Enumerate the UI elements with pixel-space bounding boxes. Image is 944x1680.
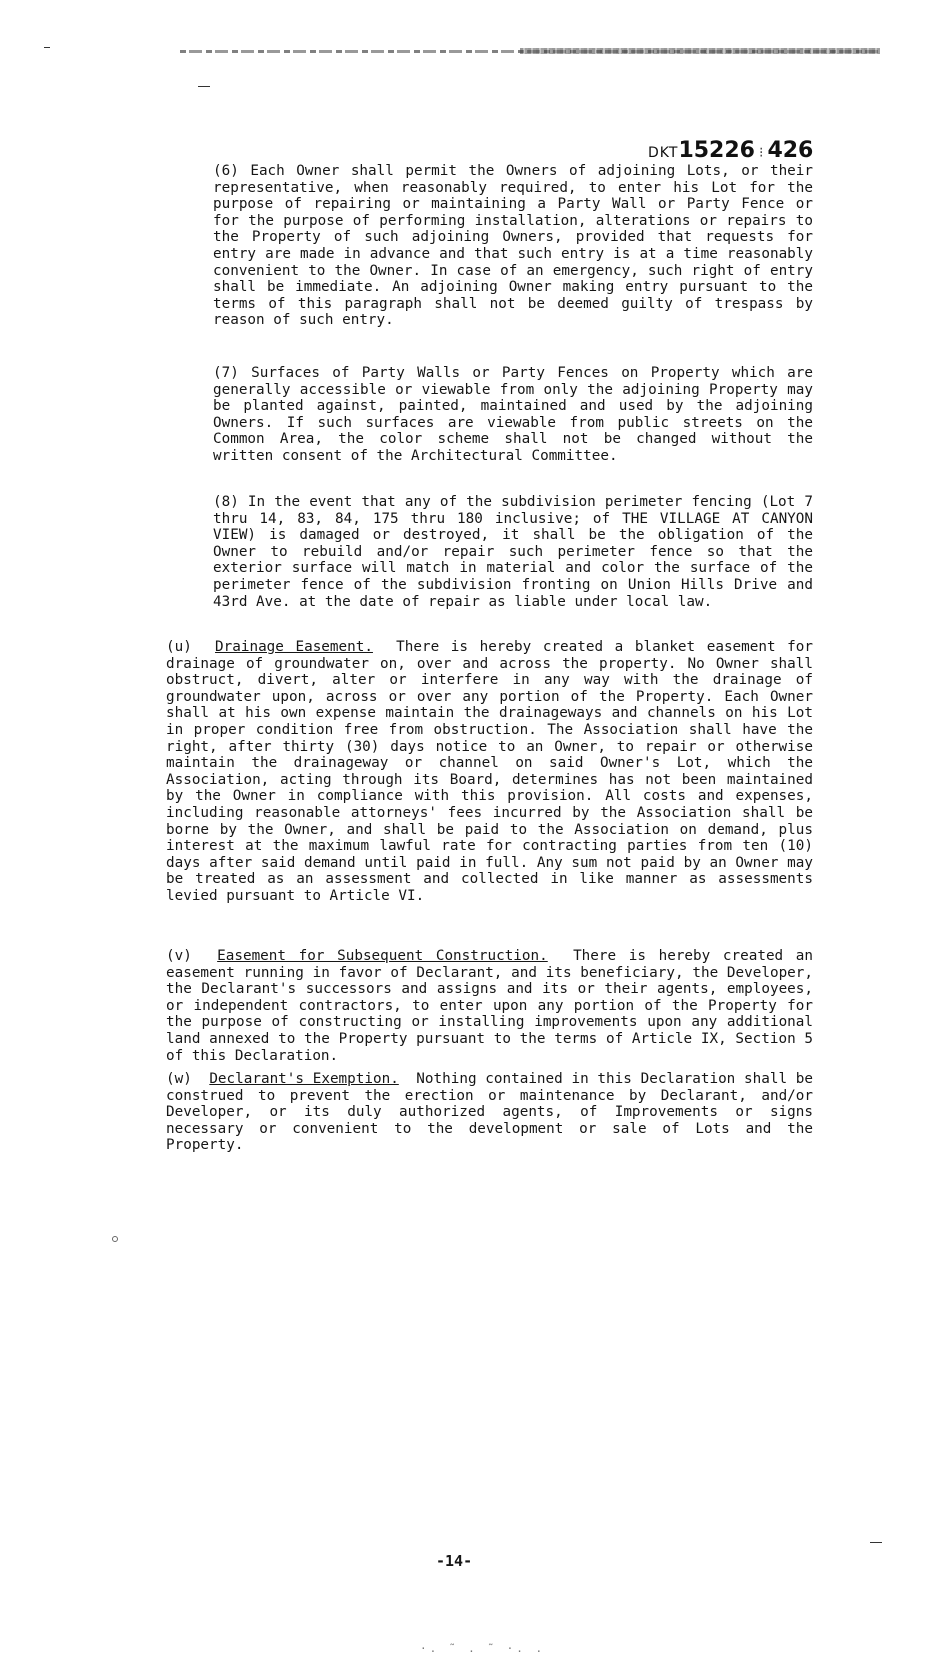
paragraph-declarants-exemption — [166, 1071, 813, 1154]
paragraph-7: (7) Surfaces of Party Walls or Party Fences on Property which are generally accessible or viewable from only the adjoining Property may be planted against, painted, maintained and used by the adjoining Owners. If such surfaces are viewable from public streets on the Common Area, the color scheme shall not be changed without the written consent of the Architectural Committee. — [213, 365, 813, 464]
scan-speck — [112, 1236, 118, 1242]
section-body: There is hereby created a blanket easement for drainage of groundwater on, over and across the property. No Owner shall obstruct, divert, alter or interfere in any way with the drainage of groundwater upon, across or over any portion of the Property. Each Owner shall at his own expense maintain the drainageways and channels on his Lot in proper condition free from obstruction. The Association shall have the right, after thirty (30) days notice to an Owner, to repair or otherwise maintain the drainageway or channel on said Owner's Lot, which the Association, acting through its Board, determines has not been maintained by the Owner in compliance with this provision. All costs and expenses, including reasonable attorneys' fees incurred by the Association shall be borne by the Owner, and shall be paid to the Association on demand, plus interest at the maximum lawful rate for contracting parties from ten (10) days after said demand until paid in full. Any sum not paid by an Owner may be treated as an assessment and collected in like manner as assessments levied pursuant to Article VI. — [166, 639, 814, 904]
docket-page-number: 426 — [767, 138, 814, 163]
scan-mark — [198, 86, 210, 87]
page-number: -14- — [436, 1552, 473, 1570]
section-body: There is hereby created an easement running in favor of Declarant, and its beneficiary, the Developer, the Declarant's successors and assigns and its or their agents, employees, or independent contractors, to enter upon any portion of the Property for the purpose of constructing or installing improvements upon any additional land annexed to the Property pursuant to the terms of Article IX, Section 5 of this Declaration. — [166, 948, 814, 1064]
section-label: (u) — [166, 639, 192, 655]
book-number: 15226 — [678, 138, 755, 163]
scan-artifact-line — [520, 48, 880, 54]
paragraph-drainage-easement — [166, 639, 813, 905]
docket-number — [648, 138, 813, 163]
paragraph-subsequent-construction — [166, 948, 813, 1064]
paragraph-6: (6) Each Owner shall permit the Owners of adjoining Lots, or their representative, when reasonably required, to enter his Lot for the purpose of repairing or maintaining a Party Wall or Party Fence or for the purpose of performing installation, alterations or repairs to the Property of such adjoining Owners, provided that requests for entry are made in advance and that such entry is at a time reasonably convenient to the Owner. In case of an emergency, such right of entry shall be immediate. An adjoining Owner making entry pursuant to the terms of this paragraph shall not be deemed guilty of trespass by reason of such entry. — [213, 163, 813, 329]
section-label: (v) — [166, 948, 192, 964]
docket-separator: ⁝ — [758, 145, 764, 161]
section-label: (w) — [166, 1071, 192, 1087]
docket-prefix: DKT — [648, 145, 679, 161]
scan-mark — [870, 1542, 882, 1543]
section-heading: Easement for Subsequent Construction. — [217, 948, 548, 964]
paragraph-8: (8) In the event that any of the subdivision perimeter fencing (Lot 7 thru 14, 83, 84, 175 thru 180 inclusive; of THE VILLAGE AT CANYON VIEW) is damaged or destroyed, it shall be the obligation of the Owner to rebuild and/or repair such perimeter fence so that the exterior surface will match in material and color the surface of the perimeter fence of the subdivision fronting on Union Hills Drive and 43rd Ave. at the date of repair as liable under local law. — [213, 494, 813, 610]
scan-noise: ·. ˜ . ˜ ·. . — [420, 1642, 546, 1655]
section-heading: Drainage Easement. — [215, 639, 373, 655]
scan-mark — [44, 47, 50, 48]
section-heading: Declarant's Exemption. — [209, 1071, 399, 1087]
section-body: Nothing contained in this Declaration shall be construed to prevent the erection or maintenance by Declarant, and/or Developer, or its duly authorized agents, of Improvements or signs necessary or convenient to the development or sale of Lots and the Property. — [166, 1071, 814, 1154]
